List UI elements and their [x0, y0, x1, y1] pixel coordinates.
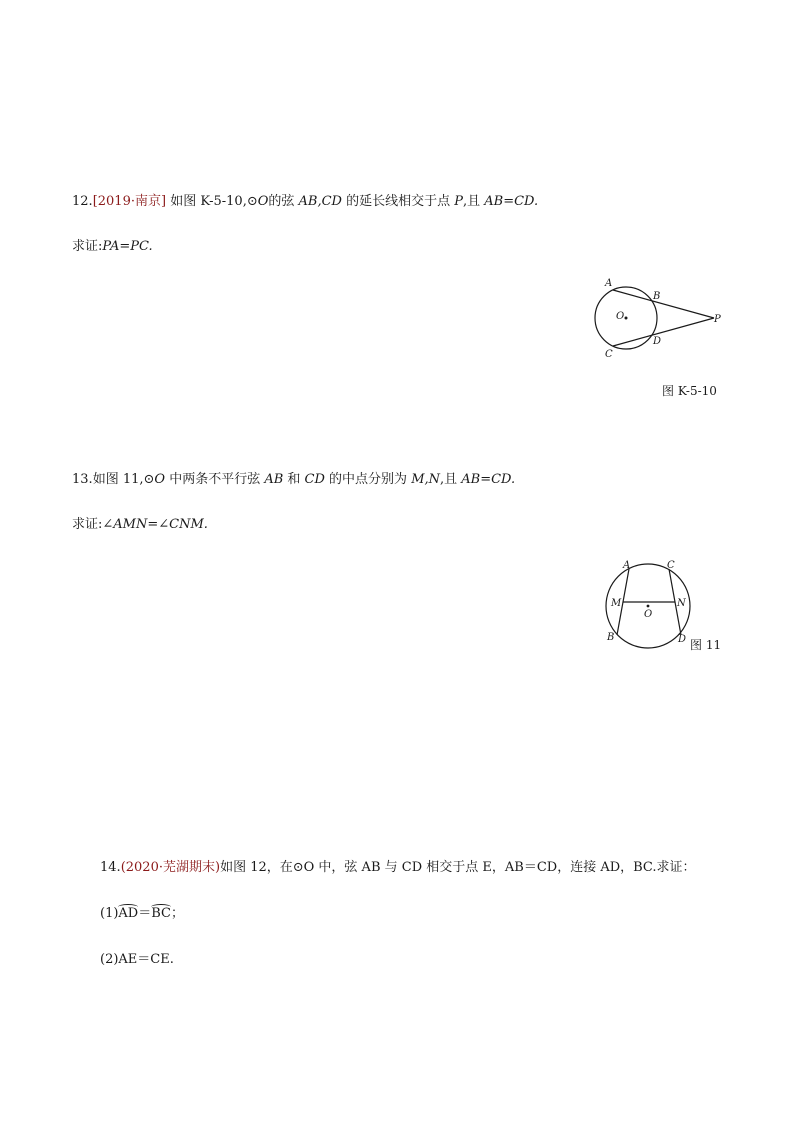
- q12-text-d: ,且: [463, 194, 485, 209]
- q13-prove-label: 求证:: [72, 517, 103, 532]
- q13-text-c: 和: [283, 472, 305, 487]
- arc-ad: AD: [118, 906, 139, 921]
- line-cp: [613, 318, 714, 346]
- label-d-fig11: D: [678, 634, 687, 645]
- figure-k-5-10: [590, 275, 730, 365]
- q13-text-e: ,且: [440, 472, 462, 487]
- label-p: P: [714, 314, 721, 325]
- q12-text-b: 的弦: [268, 194, 299, 209]
- label-n: N: [677, 598, 686, 609]
- arc-bc: BC: [151, 906, 171, 921]
- q12-condition: AB=CD.: [484, 194, 539, 209]
- label-o-fig11: O: [644, 609, 653, 620]
- figure-k-5-10-caption: 图 K-5-10: [662, 384, 717, 398]
- q14-text: 如图 12，在⊙O 中，弦 AB 与 CD 相交于点 E，AB＝CD，连接 AD，BC.求证：: [220, 860, 696, 875]
- label-b-fig11: B: [607, 632, 615, 643]
- q12-text-a: 如图 K-5-10,⊙: [166, 194, 258, 209]
- center-dot: [625, 317, 628, 320]
- q12-chords: AB,CD: [298, 194, 342, 209]
- q13-prove-text: ∠AMN=∠CNM.: [102, 517, 208, 532]
- center-dot-fig11: [647, 605, 650, 608]
- figure-11: [600, 555, 700, 655]
- q12-circle-o: O: [257, 194, 269, 209]
- q12-prove: [72, 239, 153, 255]
- label-o: O: [616, 311, 625, 322]
- q14-number: 14.: [100, 860, 121, 875]
- q13-text-a: 如图 11,⊙: [92, 472, 155, 487]
- q13-circle-o: O: [154, 472, 166, 487]
- q14-statement: [100, 860, 696, 876]
- figure-11-caption: 图 11: [690, 638, 722, 652]
- q13-chord-cd: CD: [304, 472, 325, 487]
- q12-prove-text: PA=PC.: [102, 239, 153, 254]
- q13-prove: [72, 517, 208, 533]
- q12-statement: [72, 194, 538, 210]
- label-m: M: [611, 598, 622, 609]
- label-d: D: [653, 336, 662, 347]
- q13-condition: AB=CD.: [461, 472, 516, 487]
- q14-p1-prefix: (1): [100, 906, 119, 921]
- q14-part2: (2)AE＝CE.: [100, 952, 174, 967]
- q12-point-p: P: [454, 194, 463, 209]
- q13-chord-ab: AB: [264, 472, 284, 487]
- q14-p1-suffix: ；: [171, 906, 185, 921]
- q12-prove-label: 求证:: [72, 239, 103, 254]
- label-a-fig11: A: [623, 560, 631, 571]
- label-c: C: [605, 349, 613, 360]
- q13-text-b: 中两条不平行弦: [165, 472, 265, 487]
- q12-text-c: 的延长线相交于点: [341, 194, 455, 209]
- q13-number: 13.: [72, 472, 93, 487]
- q14-part1: [100, 906, 184, 922]
- label-b: B: [653, 291, 661, 302]
- q13-text-d: 的中点分别为: [324, 472, 412, 487]
- q13-statement: [72, 472, 515, 488]
- q14-p1-eq: ＝: [138, 906, 152, 921]
- line-ap: [613, 290, 714, 318]
- label-c-fig11: C: [667, 560, 675, 571]
- q12-number: 12.: [72, 194, 93, 209]
- q13-midpoints: M,N: [411, 472, 441, 487]
- q12-source: [2019·南京]: [92, 194, 167, 209]
- label-a: A: [605, 278, 613, 289]
- q14-source: (2020·芜湖期末): [120, 860, 221, 875]
